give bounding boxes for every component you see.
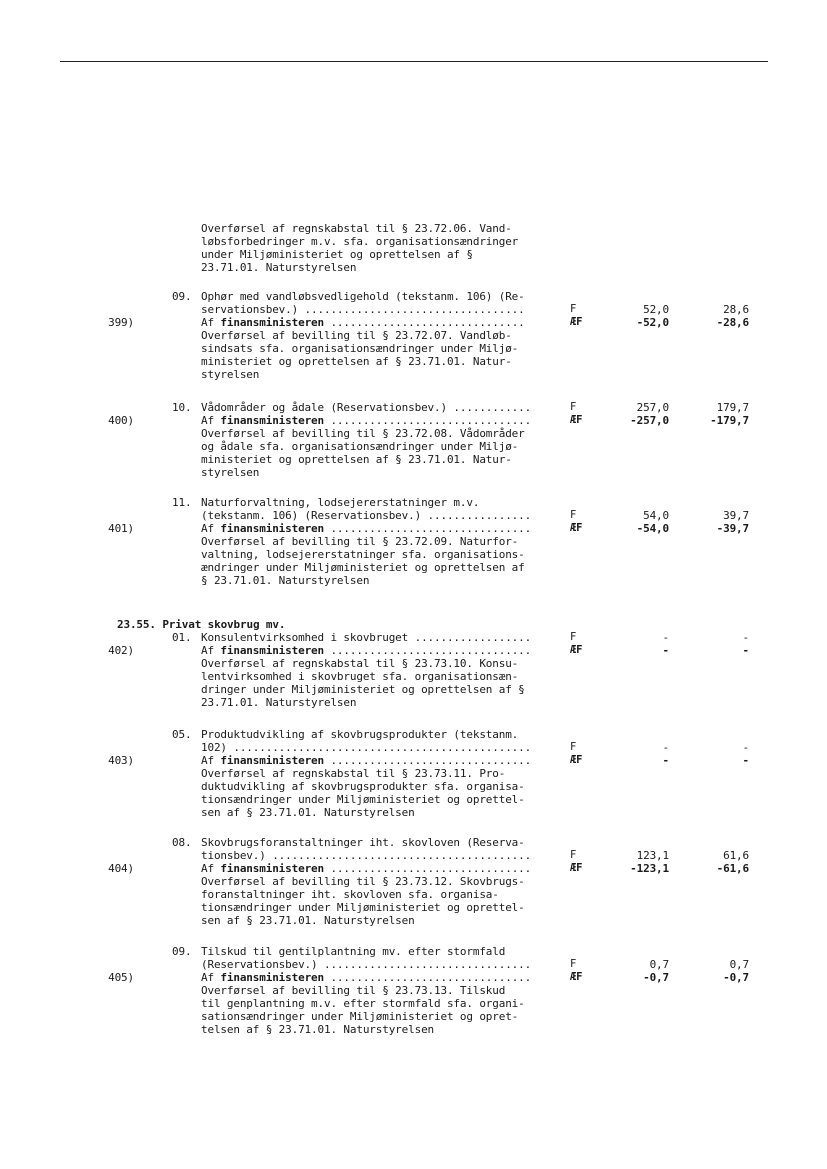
item-title: Naturforvaltning, lodsejererstatninger m.v. xyxy=(201,496,480,509)
item-number: 11. xyxy=(172,496,192,509)
neg-value-col1: -0,7 xyxy=(643,971,669,984)
value-col2: 179,7 xyxy=(716,401,749,414)
neg-value-col1: -123,1 xyxy=(630,862,669,875)
neg-value-col2: -61,6 xyxy=(716,862,749,875)
value-col2: 0,7 xyxy=(729,958,749,971)
item-number: 01. xyxy=(172,631,192,644)
desc-line: Overførsel af bevilling til § 23.72.07. Vandløb- xyxy=(201,329,512,342)
item-title: 102) .............................................. xyxy=(201,741,532,754)
ef-marker: ÆF xyxy=(570,316,583,328)
desc-line: sen af § 23.71.01. Naturstyrelsen xyxy=(201,806,415,819)
f-marker: F xyxy=(570,401,577,413)
ef-marker: ÆF xyxy=(570,522,583,534)
note-number: 405) xyxy=(108,971,134,984)
item-title: tionsbev.) ........................................ xyxy=(201,849,532,862)
f-marker: F xyxy=(570,303,577,315)
value-col2: 28,6 xyxy=(723,303,749,316)
item-number: 10. xyxy=(172,401,192,414)
value-col1: - xyxy=(662,631,669,644)
desc-line: Overførsel af regnskabstal til § 23.73.10. Konsu- xyxy=(201,657,519,670)
neg-value-col1: -54,0 xyxy=(636,522,669,535)
item-title: Konsulentvirksomhed i skovbruget .................. xyxy=(201,631,532,644)
af-line: Af finansministeren ............................... xyxy=(201,522,532,535)
desc-line: lentvirksomhed i skovbruget sfa. organisationsæn- xyxy=(201,670,519,683)
item-number: 09. xyxy=(172,945,192,958)
neg-value-col2: -0,7 xyxy=(723,971,749,984)
neg-value-col1: - xyxy=(662,644,669,657)
desc-line: valtning, lodsejererstatninger sfa. organisations- xyxy=(201,548,525,561)
af-line: Af finansministeren ............................... xyxy=(201,414,532,427)
neg-value-col1: - xyxy=(662,754,669,767)
value-col1: 123,1 xyxy=(636,849,669,862)
neg-value-col1: -257,0 xyxy=(630,414,669,427)
note-number: 399) xyxy=(108,316,134,329)
desc-line: Overførsel af bevilling til § 23.73.13. Tilskud xyxy=(201,984,506,997)
value-col1: 0,7 xyxy=(649,958,669,971)
item-title: Produktudvikling af skovbrugsprodukter (tekstanm. xyxy=(201,728,519,741)
af-line: Af finansministeren ............................... xyxy=(201,862,532,875)
desc-line: ændringer under Miljøministeriet og oprettelsen af xyxy=(201,561,525,574)
value-col2: 61,6 xyxy=(723,849,749,862)
neg-value-col2: - xyxy=(742,644,749,657)
value-col1: 52,0 xyxy=(643,303,669,316)
ef-marker: ÆF xyxy=(570,971,583,983)
desc-line: ministeriet og oprettelsen af § 23.71.01. Natur- xyxy=(201,355,512,368)
item-title: Tilskud til gentilplantning mv. efter stormfald xyxy=(201,945,506,958)
header-rule xyxy=(60,61,768,62)
neg-value-col2: -179,7 xyxy=(710,414,749,427)
ef-marker: ÆF xyxy=(570,414,583,426)
desc-line: ministeriet og oprettelsen af § 23.71.01. Natur- xyxy=(201,453,512,466)
ef-marker: ÆF xyxy=(570,862,583,874)
item-title: (tekstanm. 106) (Reservationsbev.) ................ xyxy=(201,509,532,522)
intro-line: 23.71.01. Naturstyrelsen xyxy=(201,261,357,274)
f-marker: F xyxy=(570,509,577,521)
intro-line: løbsforbedringer m.v. sfa. organisationsændringer xyxy=(201,235,519,248)
item-title: servationsbev.) .................................. xyxy=(201,303,525,316)
note-number: 403) xyxy=(108,754,134,767)
value-col2: - xyxy=(742,631,749,644)
intro-line: Overførsel af regnskabstal til § 23.72.06. Vand- xyxy=(201,222,512,235)
af-line: Af finansministeren .............................. xyxy=(201,316,525,329)
af-line: Af finansministeren ............................... xyxy=(201,971,532,984)
desc-line: Overførsel af bevilling til § 23.72.09. Naturfor- xyxy=(201,535,519,548)
item-number: 08. xyxy=(172,836,192,849)
af-line: Af finansministeren ............................... xyxy=(201,644,532,657)
ef-marker: ÆF xyxy=(570,754,583,766)
value-col1: - xyxy=(662,741,669,754)
desc-line: til genplantning m.v. efter stormfald sfa. organi- xyxy=(201,997,525,1010)
desc-line: tionsændringer under Miljøministeriet og oprettel- xyxy=(201,793,525,806)
note-number: 404) xyxy=(108,862,134,875)
item-title: (Reservationsbev.) ................................ xyxy=(201,958,532,971)
note-number: 400) xyxy=(108,414,134,427)
desc-line: duktudvikling af skovbrugsprodukter sfa. organisa- xyxy=(201,780,525,793)
desc-line: tionsændringer under Miljøministeriet og oprettel- xyxy=(201,901,525,914)
desc-line: og ådale sfa. organisationsændringer under Miljø- xyxy=(201,440,519,453)
value-col1: 54,0 xyxy=(643,509,669,522)
section-heading: 23.55. Privat skovbrug mv. xyxy=(117,618,286,631)
item-number: 09. xyxy=(172,290,192,303)
desc-line: § 23.71.01. Naturstyrelsen xyxy=(201,574,370,587)
desc-line: telsen af § 23.71.01. Naturstyrelsen xyxy=(201,1023,435,1036)
desc-line: styrelsen xyxy=(201,466,260,479)
value-col2: - xyxy=(742,741,749,754)
f-marker: F xyxy=(570,849,577,861)
desc-line: sationsændringer under Miljøministeriet og opret- xyxy=(201,1010,519,1023)
desc-line: Overførsel af bevilling til § 23.73.12. Skovbrugs- xyxy=(201,875,525,888)
value-col2: 39,7 xyxy=(723,509,749,522)
af-line: Af finansministeren ............................... xyxy=(201,754,532,767)
neg-value-col1: -52,0 xyxy=(636,316,669,329)
item-title: Ophør med vandløbsvedligehold (tekstanm. 106) (Re- xyxy=(201,290,525,303)
f-marker: F xyxy=(570,958,577,970)
f-marker: F xyxy=(570,741,577,753)
desc-line: 23.71.01. Naturstyrelsen xyxy=(201,696,357,709)
intro-line: under Miljøministeriet og oprettelsen af § xyxy=(201,248,473,261)
value-col1: 257,0 xyxy=(636,401,669,414)
note-number: 402) xyxy=(108,644,134,657)
desc-line: sen af § 23.71.01. Naturstyrelsen xyxy=(201,914,415,927)
desc-line: sindsats sfa. organisationsændringer under Miljø- xyxy=(201,342,519,355)
ef-marker: ÆF xyxy=(570,644,583,656)
desc-line: styrelsen xyxy=(201,368,260,381)
desc-line: Overførsel af regnskabstal til § 23.73.11. Pro- xyxy=(201,767,506,780)
neg-value-col2: -28,6 xyxy=(716,316,749,329)
item-title: Skovbrugsforanstaltninger iht. skovloven (Reserva- xyxy=(201,836,525,849)
item-title: Vådområder og ådale (Reservationsbev.) ............ xyxy=(201,401,532,414)
item-number: 05. xyxy=(172,728,192,741)
note-number: 401) xyxy=(108,522,134,535)
neg-value-col2: -39,7 xyxy=(716,522,749,535)
neg-value-col2: - xyxy=(742,754,749,767)
desc-line: Overførsel af bevilling til § 23.72.08. Vådområder xyxy=(201,427,525,440)
f-marker: F xyxy=(570,631,577,643)
desc-line: dringer under Miljøministeriet og oprettelsen af § xyxy=(201,683,525,696)
desc-line: foranstaltninger iht. skovloven sfa. organisa- xyxy=(201,888,499,901)
